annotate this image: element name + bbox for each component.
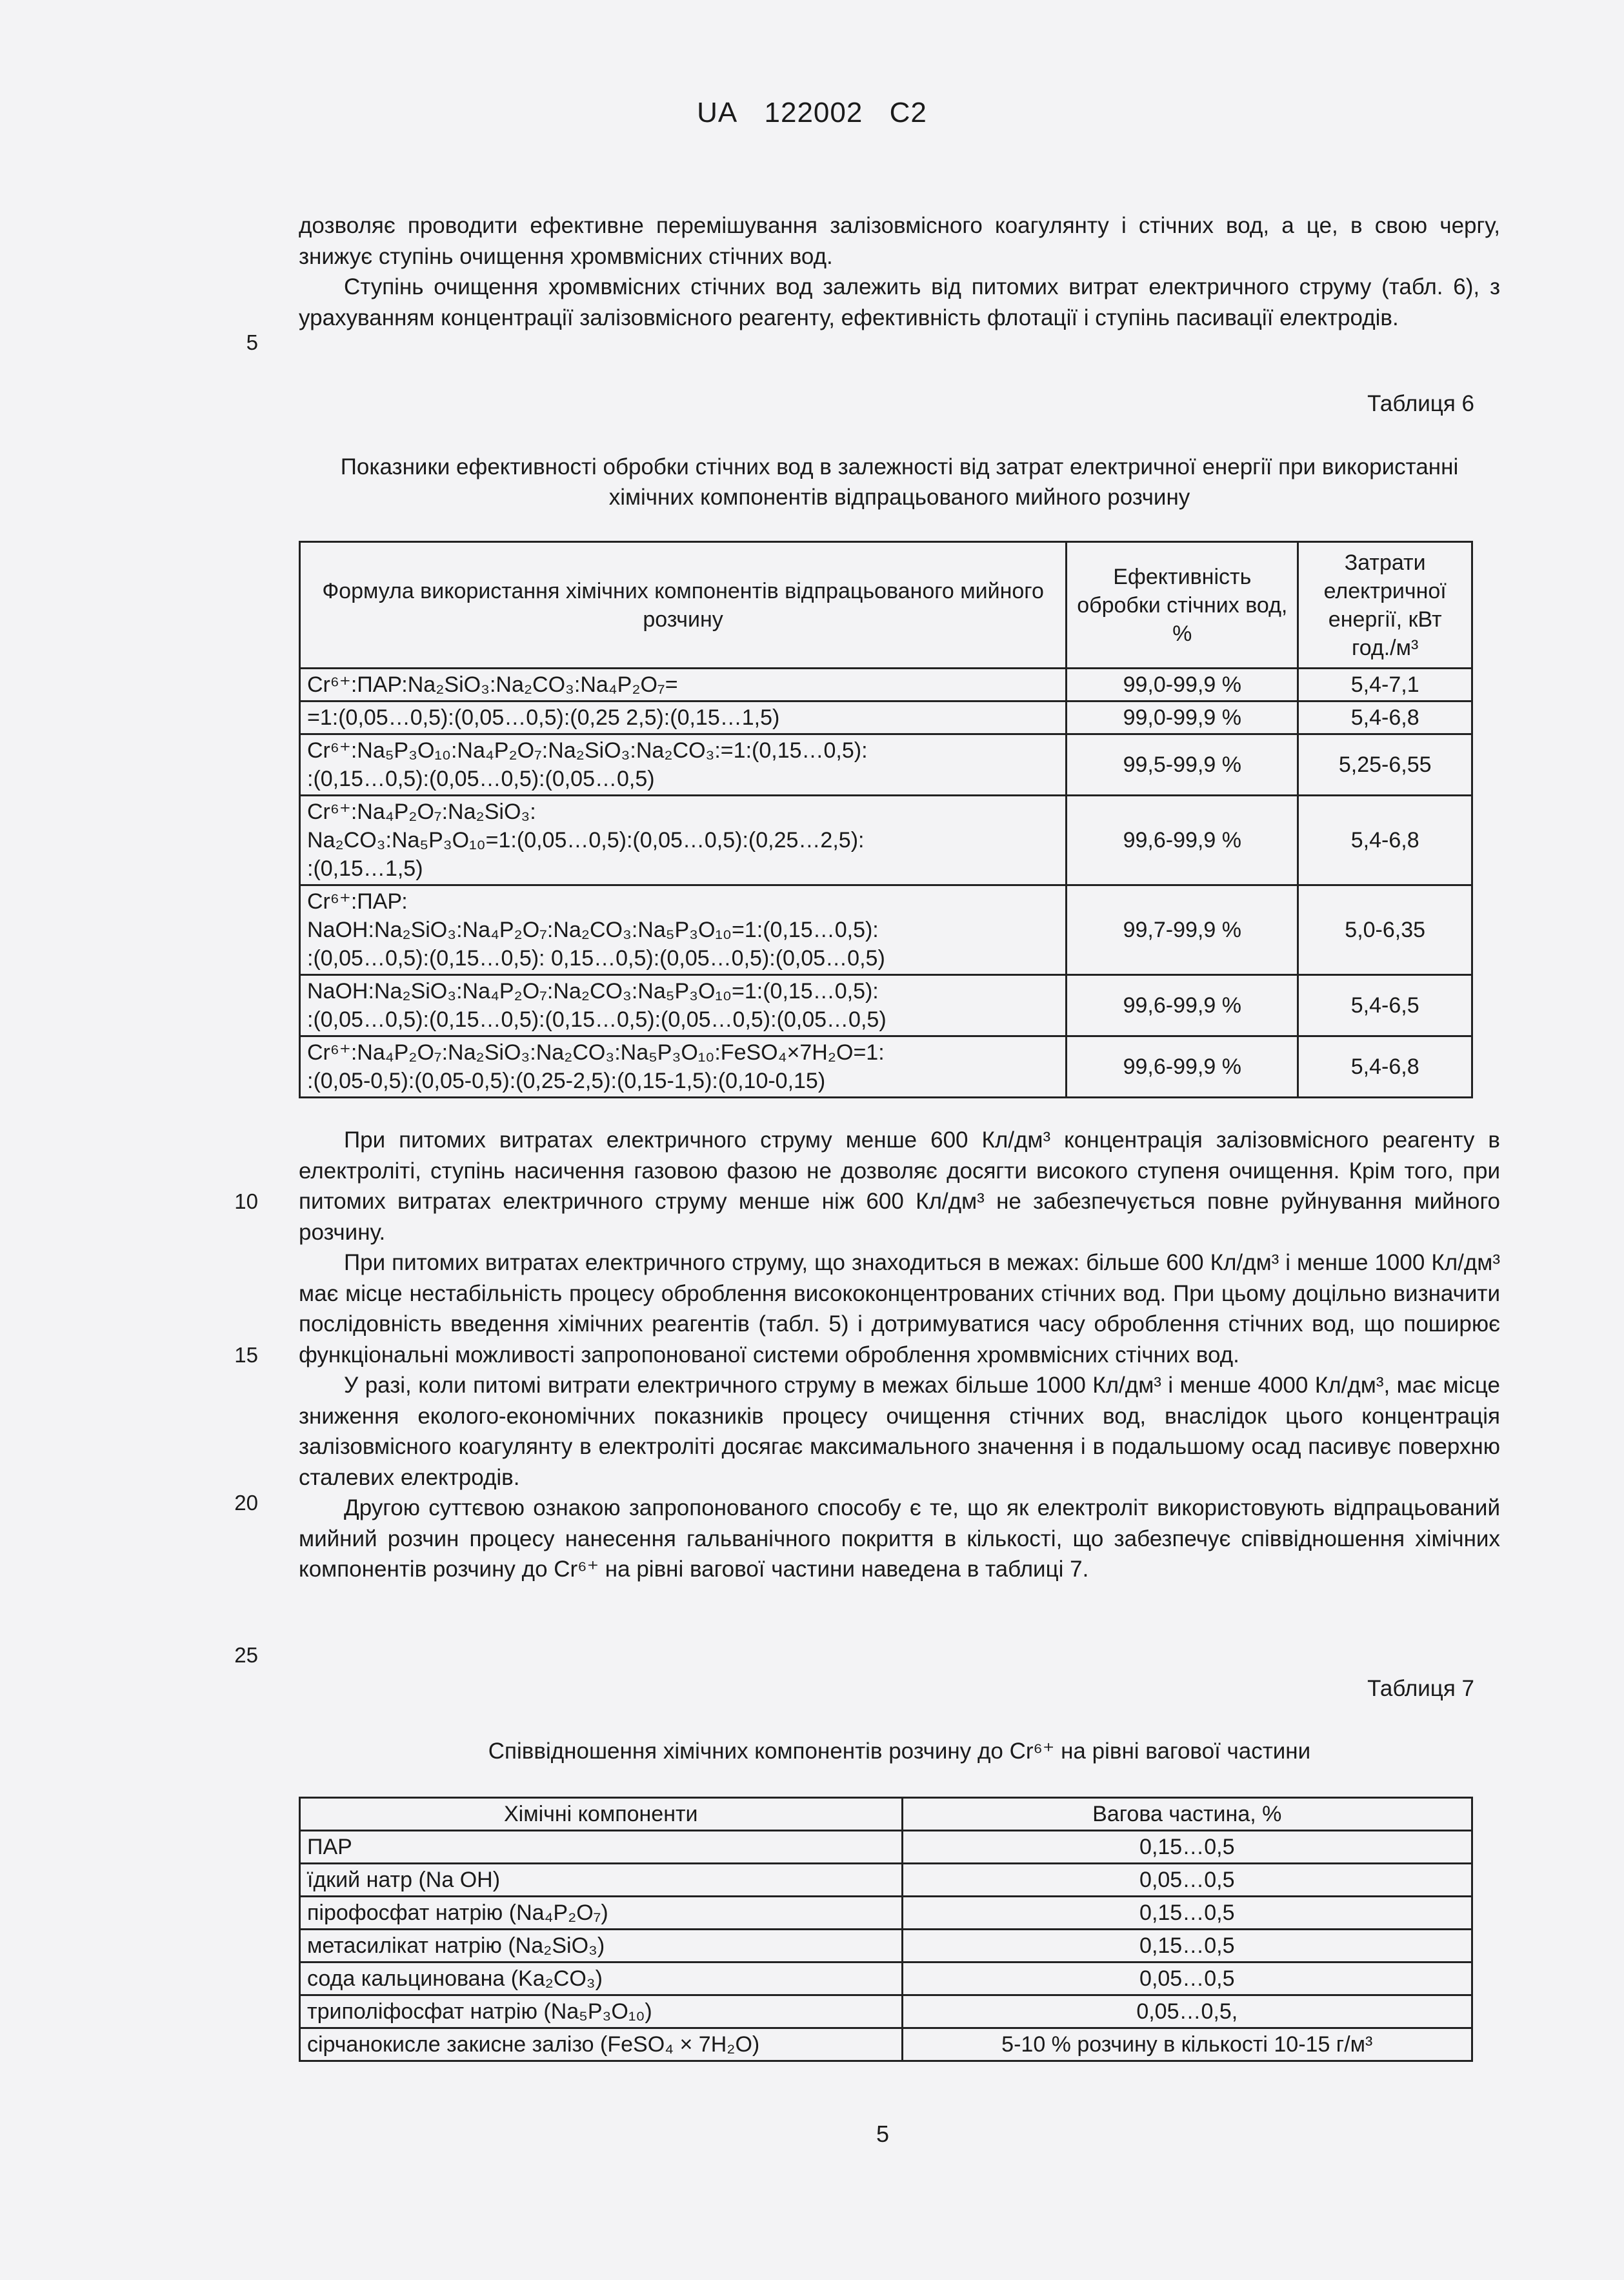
patent-kind: C2 — [889, 97, 927, 128]
table7-label: Таблиця 7 — [1367, 1676, 1474, 1701]
table7-component: сірчанокисле закисне залізо (FeSO₄ × 7H₂O) — [300, 2028, 903, 2061]
table7-caption: Співвідношення хімічних компонентів розчину до Cr⁶⁺ на рівні вагової частини — [488, 1739, 1311, 1764]
table-row — [300, 1995, 1472, 2028]
table6-header-efficiency: Ефективність обробки стічних вод, % — [1067, 542, 1298, 669]
table7-weight: 5-10 % розчину в кількості 10-15 г/м³ — [902, 2028, 1472, 2061]
table-row — [300, 1930, 1472, 1962]
table6-formula: Cr⁶⁺:Na₅P₃O₁₀:Na₄P₂O₇:Na₂SiO₃:Na₂CO₃:=1:(0,15…0,5): :(0,15…0,5):(0,05…0,5):(0,05…0,5) — [300, 734, 1067, 796]
table7-component: метасилікат натрію (Na₂SiO₃) — [300, 1930, 903, 1962]
table6-header-row — [300, 542, 1472, 669]
line-number: 10 — [234, 1189, 258, 1213]
table7-weight: 0,05…0,5 — [902, 1864, 1472, 1897]
table7-header-component: Хімічні компоненти — [300, 1798, 903, 1831]
paragraph-3: При питомих витратах електричного струму менше 600 Кл/дм³ концентрація залізовмісного реагенту в електроліті, ступінь насичення газовою фазою не дозволяє досягти високого ступеня очищення. Крім того, при питомих витратах електричного струму менше ніж 600 Кл/дм³ не забезпечується повне руйнування мийного розчину. — [299, 1127, 1500, 1245]
patent-header — [0, 97, 1624, 129]
line-number: 20 — [234, 1491, 258, 1515]
table6-energy: 5,4-6,5 — [1298, 975, 1472, 1036]
paragraph-6: Другою суттєвою ознакою запропонованого способу є те, що як електроліт використовують відпрацьований мийний розчин процесу нанесення гальванічного покриття в кількості, що забезпечує співвідношення хімічних компонентів розчину до Cr⁶⁺ на рівні вагової частини наведена в таблиці 7. — [299, 1495, 1500, 1582]
table7-weight: 0,05…0,5, — [902, 1995, 1472, 2028]
table-row — [300, 1864, 1472, 1897]
table6-formula: NaOH:Na₂SiO₃:Na₄P₂O₇:Na₂CO₃:Na₅P₃O₁₀=1:(0,15…0,5): :(0,05…0,5):(0,15…0,5):(0,15…0,5):(0,05…0,5):(0,05…0,5) — [300, 975, 1067, 1036]
intro-text — [299, 210, 1500, 333]
table6-header-energy: Затрати електричної енергії, кВт год./м³ — [1298, 542, 1472, 669]
patent-number: 122002 — [764, 97, 863, 128]
table6-formula: Cr⁶⁺:Na₄P₂O₇:Na₂SiO₃: Na₂CO₃:Na₅P₃O₁₀=1:(0,05…0,5):(0,05…0,5):(0,25…2,5): :(0,15…1,5) — [300, 796, 1067, 885]
table7-weight: 0,15…0,5 — [902, 1897, 1472, 1930]
table7 — [299, 1797, 1473, 2062]
table6-energy: 5,4-6,8 — [1298, 1036, 1472, 1098]
table-row — [300, 701, 1472, 734]
table7-component: сода кальцинована (Ka₂CO₃) — [300, 1962, 903, 1995]
table6-formula: =1:(0,05…0,5):(0,05…0,5):(0,25 2,5):(0,15…1,5) — [300, 701, 1067, 734]
table-row — [300, 1831, 1472, 1864]
table7-component: пірофосфат натрію (Na₄P₂O₇) — [300, 1897, 903, 1930]
table6-efficiency: 99,6-99,9 % — [1067, 1036, 1298, 1098]
table6-efficiency: 99,0-99,9 % — [1067, 669, 1298, 701]
table6-formula: Cr⁶⁺:ПАР:Na₂SiO₃:Na₂CO₃:Na₄P₂O₇= — [300, 669, 1067, 701]
paragraph-1: дозволяє проводити ефективне перемішування залізовмісного коагулянту і стічних вод, а це, в свою чергу, знижує ступінь очищення хромвмісних стічних вод. — [299, 213, 1500, 269]
table-row — [300, 2028, 1472, 2061]
paragraph-5: У разі, коли питомі витрати електричного струму в межах більше 1000 Кл/дм³ і менше 4000 Кл/дм³, має місце зниження еколого-економічних показників процесу очищення стічних вод, внаслідок цього концентрація залізовмісного коагулянту в електроліті досягає максимального значення і в подальшому осад пасивує поверхню сталевих електродів. — [299, 1373, 1500, 1490]
table-row — [300, 1897, 1472, 1930]
table-row — [300, 885, 1472, 975]
patent-country: UA — [697, 97, 738, 128]
page-number: 5 — [876, 2121, 890, 2147]
table6-efficiency: 99,7-99,9 % — [1067, 885, 1298, 975]
table7-component: ПАР — [300, 1831, 903, 1864]
table6-efficiency: 99,5-99,9 % — [1067, 734, 1298, 796]
line-number: 5 — [246, 330, 258, 354]
table-row — [300, 975, 1472, 1036]
table6-efficiency: 99,6-99,9 % — [1067, 796, 1298, 885]
table-row — [300, 1036, 1472, 1098]
line-number: 15 — [234, 1343, 258, 1367]
table6-formula: Cr⁶⁺:Na₄P₂O₇:Na₂SiO₃:Na₂CO₃:Na₅P₃O₁₀:FeSO₄×7H₂O=1: :(0,05-0,5):(0,05-0,5):(0,25-2,5):(0,15-1,5):(0,10-0,15) — [300, 1036, 1067, 1098]
table7-header-row — [300, 1798, 1472, 1831]
table7-weight: 0,15…0,5 — [902, 1930, 1472, 1962]
table7-component: триполіфосфат натрію (Na₅P₃O₁₀) — [300, 1995, 903, 2028]
table-row — [300, 1962, 1472, 1995]
table7-component: їдкий натр (Na OH) — [300, 1864, 903, 1897]
table6-label: Таблиця 6 — [1367, 391, 1474, 416]
table7-weight: 0,15…0,5 — [902, 1831, 1472, 1864]
table6-caption: Показники ефективності обробки стічних вод в залежності від затрат електричної енергії при використанні хімічних компонентів відпрацьованого мийного розчину — [340, 454, 1459, 510]
body-text — [299, 1125, 1500, 1585]
table6-efficiency: 99,6-99,9 % — [1067, 975, 1298, 1036]
table6 — [299, 541, 1473, 1098]
line-number: 25 — [234, 1643, 258, 1667]
table-row — [300, 734, 1472, 796]
paragraph-2: Ступінь очищення хромвмісних стічних вод залежить від питомих витрат електричного струму (табл. 6), з урахуванням концентрації залізовмісного реагенту, ефективність флотації і ступінь пасивації електродів. — [299, 274, 1500, 330]
table6-energy: 5,25-6,55 — [1298, 734, 1472, 796]
table7-weight: 0,05…0,5 — [902, 1962, 1472, 1995]
table6-energy: 5,0-6,35 — [1298, 885, 1472, 975]
table7-header-weight: Вагова частина, % — [902, 1798, 1472, 1831]
paragraph-4: При питомих витратах електричного струму, що знаходиться в межах: більше 600 Кл/дм³ і менше 1000 Кл/дм³ має місце нестабільність процесу оброблення висококонцентрованих стічних вод. При цьому доцільно визначити послідовність введення хімічних реагентів (табл. 5) і дотримуватися часу оброблення стічних вод, що поширює функціональні можливості запропонованої системи оброблення хромвмісних стічних вод. — [299, 1250, 1500, 1367]
table6-efficiency: 99,0-99,9 % — [1067, 701, 1298, 734]
table6-energy: 5,4-6,8 — [1298, 701, 1472, 734]
table6-energy: 5,4-6,8 — [1298, 796, 1472, 885]
table6-header-formula: Формула використання хімічних компонентів відпрацьованого мийного розчину — [300, 542, 1067, 669]
table-row — [300, 669, 1472, 701]
table6-formula: Cr⁶⁺:ПАР: NaOH:Na₂SiO₃:Na₄P₂O₇:Na₂CO₃:Na₅P₃O₁₀=1:(0,15…0,5): :(0,05…0,5):(0,15…0,5): 0,15…0,5):(0,05…0,5):(0,05…0,5) — [300, 885, 1067, 975]
table-row — [300, 796, 1472, 885]
table6-energy: 5,4-7,1 — [1298, 669, 1472, 701]
